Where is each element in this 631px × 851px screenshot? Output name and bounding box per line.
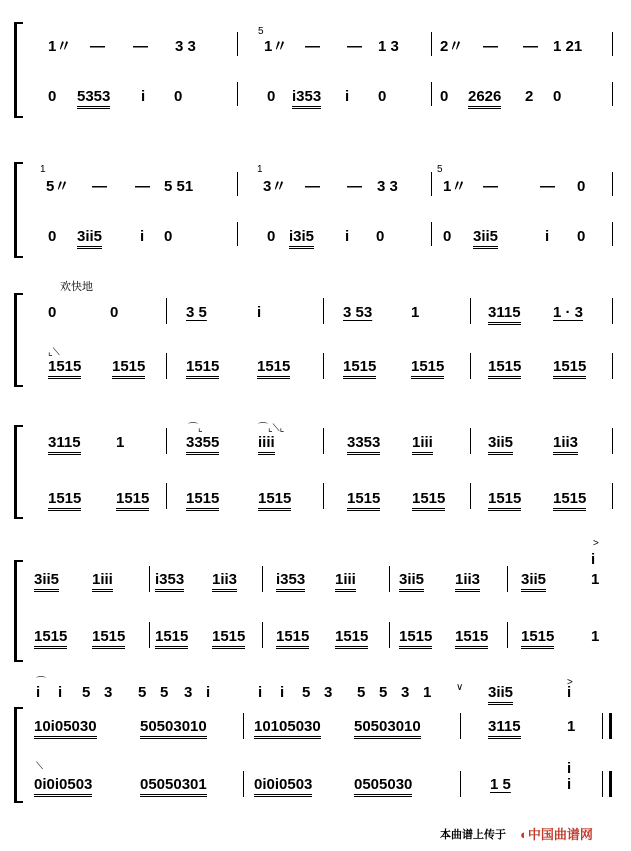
note: 3ii5 <box>77 229 102 249</box>
accent-mark: > <box>593 538 599 549</box>
note: 3ii5 <box>34 572 59 592</box>
upper-note: 3ii5 <box>488 685 513 705</box>
barline <box>262 566 263 592</box>
barline <box>262 622 263 648</box>
site-logo-icon: ◐ <box>520 827 528 842</box>
barline <box>323 428 324 454</box>
note: 1515 <box>155 629 188 649</box>
note: i <box>141 88 146 105</box>
barline <box>612 82 613 106</box>
barline <box>431 82 432 106</box>
system-2 <box>0 162 631 257</box>
barline <box>389 622 390 648</box>
grace-note: 5 <box>258 26 264 37</box>
note: 3115 <box>488 305 521 325</box>
barline <box>323 353 324 379</box>
barline <box>460 771 461 797</box>
tempo-mark: 欢快地 <box>60 281 93 293</box>
note: — <box>305 178 320 195</box>
note: 1515 <box>212 629 245 649</box>
note: i3i5 <box>289 229 314 249</box>
system-brace <box>14 707 23 803</box>
barline <box>602 713 603 739</box>
note: 1iii <box>335 572 356 592</box>
system-3 <box>0 293 631 388</box>
note: 0 <box>443 228 452 245</box>
note: 1515 <box>48 491 81 511</box>
note: 0 <box>440 88 449 105</box>
note: 3355 <box>186 435 219 455</box>
slur-mark: ⌒⌞⟍⌞ <box>258 423 285 434</box>
upper-note: i <box>280 684 285 701</box>
note: 1515 <box>488 359 521 379</box>
barline <box>323 298 324 324</box>
upper-note: 5 <box>357 684 366 701</box>
note: iiii <box>258 435 275 455</box>
upper-note: i <box>36 684 41 701</box>
note: 50503010 <box>354 719 421 739</box>
note: i353 <box>292 89 321 109</box>
note: 0 <box>378 88 387 105</box>
note: 0i0i0503 <box>254 777 312 797</box>
site-logo[interactable] <box>520 824 593 843</box>
upload-caption: 本曲谱上传于 <box>440 829 506 841</box>
system-1 <box>0 22 631 122</box>
note: 0505030 <box>354 777 412 797</box>
barline <box>612 222 613 246</box>
barline <box>460 713 461 739</box>
upper-note: i <box>58 684 63 701</box>
note: 0 <box>267 228 276 245</box>
barline <box>507 566 508 592</box>
upper-note: 5 <box>379 684 388 701</box>
note: i <box>257 304 262 321</box>
note: 1〃 <box>443 178 467 195</box>
note: 1515 <box>412 491 445 511</box>
note: 50503010 <box>140 719 207 739</box>
note: 1515 <box>399 629 432 649</box>
note: 0 <box>48 304 57 321</box>
note: 0 <box>174 88 183 105</box>
note: i <box>345 88 350 105</box>
note: 3115 <box>488 719 521 739</box>
note: — <box>90 38 105 55</box>
note: — <box>305 38 320 55</box>
note: — <box>523 38 538 55</box>
system-brace <box>14 425 23 519</box>
note: 1515 <box>48 359 81 379</box>
note: 1 <box>567 718 576 735</box>
slur-mark: ⟍ <box>36 761 43 772</box>
note: i353 <box>155 572 184 592</box>
note: 3〃 <box>263 178 287 195</box>
note: 10i05030 <box>34 719 97 739</box>
barline <box>612 483 613 509</box>
note: 3ii5 <box>488 435 513 455</box>
slur-mark: ⌒ <box>36 677 46 688</box>
final-barline <box>609 771 612 797</box>
breath-mark: ∨ <box>456 682 464 693</box>
note: i <box>140 228 145 245</box>
note: 1515 <box>34 629 67 649</box>
system-4 <box>0 425 631 520</box>
upper-note: 3 <box>184 684 193 701</box>
note: — <box>135 178 150 195</box>
note: 0 <box>267 88 276 105</box>
note: 2 <box>525 88 534 105</box>
note: 1515 <box>112 359 145 379</box>
note: i <box>567 760 572 777</box>
barline <box>389 566 390 592</box>
note: 3 3 <box>377 178 398 195</box>
final-barline <box>609 713 612 739</box>
note: 0 <box>48 228 57 245</box>
barline <box>470 428 471 454</box>
system-5 <box>0 540 631 665</box>
note: — <box>347 38 362 55</box>
note: i <box>345 228 350 245</box>
upper-note: 3 <box>104 684 113 701</box>
barline <box>323 483 324 509</box>
note: i <box>567 776 572 793</box>
upper-note: 5 <box>138 684 147 701</box>
upper-note: 5 <box>160 684 169 701</box>
note: 0 <box>577 178 586 195</box>
note: 1iii <box>412 435 433 455</box>
note: 1 <box>116 434 125 451</box>
note: 2626 <box>468 89 501 109</box>
system-brace <box>14 22 23 118</box>
system-6 <box>0 675 631 810</box>
note: 1515 <box>186 359 219 379</box>
note: 1515 <box>411 359 444 379</box>
note: 0 <box>110 304 119 321</box>
note: 3 5 <box>186 304 207 321</box>
barline <box>612 32 613 56</box>
barline <box>166 483 167 509</box>
note: 05050301 <box>140 777 207 797</box>
note: — <box>92 178 107 195</box>
barline <box>431 172 432 196</box>
barline <box>243 713 244 739</box>
note: 1515 <box>455 629 488 649</box>
note: 1515 <box>257 359 290 379</box>
note: 1ii3 <box>553 435 578 455</box>
grace-note: 5 <box>437 164 443 175</box>
note: 1515 <box>553 359 586 379</box>
note: 3115 <box>48 435 81 455</box>
barline <box>470 298 471 324</box>
note: 1iii <box>92 572 113 592</box>
system-brace <box>14 293 23 387</box>
upper-note: 3 <box>401 684 410 701</box>
slur-mark: ⌞⟍ <box>48 347 60 358</box>
barline <box>470 483 471 509</box>
note: 1515 <box>521 629 554 649</box>
note: 10105030 <box>254 719 321 739</box>
note: 1 <box>591 571 600 588</box>
note: i353 <box>276 572 305 592</box>
note: 0 <box>48 88 57 105</box>
upper-note: 1 <box>423 684 432 701</box>
note: 5〃 <box>46 178 70 195</box>
note: 1〃 <box>264 38 288 55</box>
barline <box>602 771 603 797</box>
barline <box>149 622 150 648</box>
note: 1ii3 <box>455 572 480 592</box>
barline <box>149 566 150 592</box>
upper-note: i <box>206 684 211 701</box>
note: 1 <box>591 628 600 645</box>
upper-note: 5 <box>82 684 91 701</box>
upper-note: i <box>258 684 263 701</box>
note: 1 5 <box>490 776 511 793</box>
barline <box>612 428 613 454</box>
note: 1515 <box>343 359 376 379</box>
note: 1515 <box>116 491 149 511</box>
note: 1515 <box>92 629 125 649</box>
barline <box>507 622 508 648</box>
note: 0 <box>376 228 385 245</box>
note: — <box>483 178 498 195</box>
note: 1 21 <box>553 38 583 55</box>
note: 0 <box>577 228 586 245</box>
accent-mark: > <box>567 677 573 688</box>
note: 5353 <box>77 89 110 109</box>
note: 0 <box>164 228 173 245</box>
note: — <box>483 38 498 55</box>
barline <box>237 172 238 196</box>
barline <box>612 172 613 196</box>
barline <box>431 222 432 246</box>
barline <box>431 32 432 56</box>
note: 3ii5 <box>473 229 498 249</box>
note: 0 <box>553 88 562 105</box>
note: 1515 <box>335 629 368 649</box>
barline <box>243 771 244 797</box>
note: 1515 <box>186 491 219 511</box>
note: 2〃 <box>440 38 464 55</box>
upper-note: 3 <box>324 684 333 701</box>
note: 1515 <box>553 491 586 511</box>
note: 1 <box>411 304 420 321</box>
barline <box>166 298 167 324</box>
note: — <box>347 178 362 195</box>
slur-mark: ⌒⌞ <box>188 423 203 434</box>
note: 1515 <box>347 491 380 511</box>
note: 1ii3 <box>212 572 237 592</box>
note: i <box>591 551 596 568</box>
note: 1515 <box>276 629 309 649</box>
site-logo-text: 中国曲谱网 <box>527 827 593 842</box>
grace-note: 1 <box>40 164 46 175</box>
upper-note: 5 <box>302 684 311 701</box>
note: — <box>133 38 148 55</box>
note: 1 3 <box>378 38 399 55</box>
barline <box>237 82 238 106</box>
note: 3 3 <box>175 38 196 55</box>
note: 1〃 <box>48 38 72 55</box>
system-brace <box>14 162 23 258</box>
note: — <box>540 178 555 195</box>
note: 5 51 <box>164 178 194 195</box>
note: 1 · 3 <box>553 304 584 321</box>
system-brace <box>14 560 23 662</box>
note: 1515 <box>488 491 521 511</box>
grace-note: 1 <box>257 164 263 175</box>
note: 3ii5 <box>521 572 546 592</box>
note: 3353 <box>347 435 380 455</box>
barline <box>237 32 238 56</box>
barline <box>612 298 613 324</box>
barline <box>237 222 238 246</box>
barline <box>470 353 471 379</box>
barline <box>166 428 167 454</box>
note: 3 53 <box>343 304 373 321</box>
barline <box>166 353 167 379</box>
note: 1515 <box>258 491 291 511</box>
upper-note: i <box>567 684 572 701</box>
note: 3ii5 <box>399 572 424 592</box>
note: i <box>545 228 550 245</box>
barline <box>612 353 613 379</box>
note: 0i0i0503 <box>34 777 92 797</box>
